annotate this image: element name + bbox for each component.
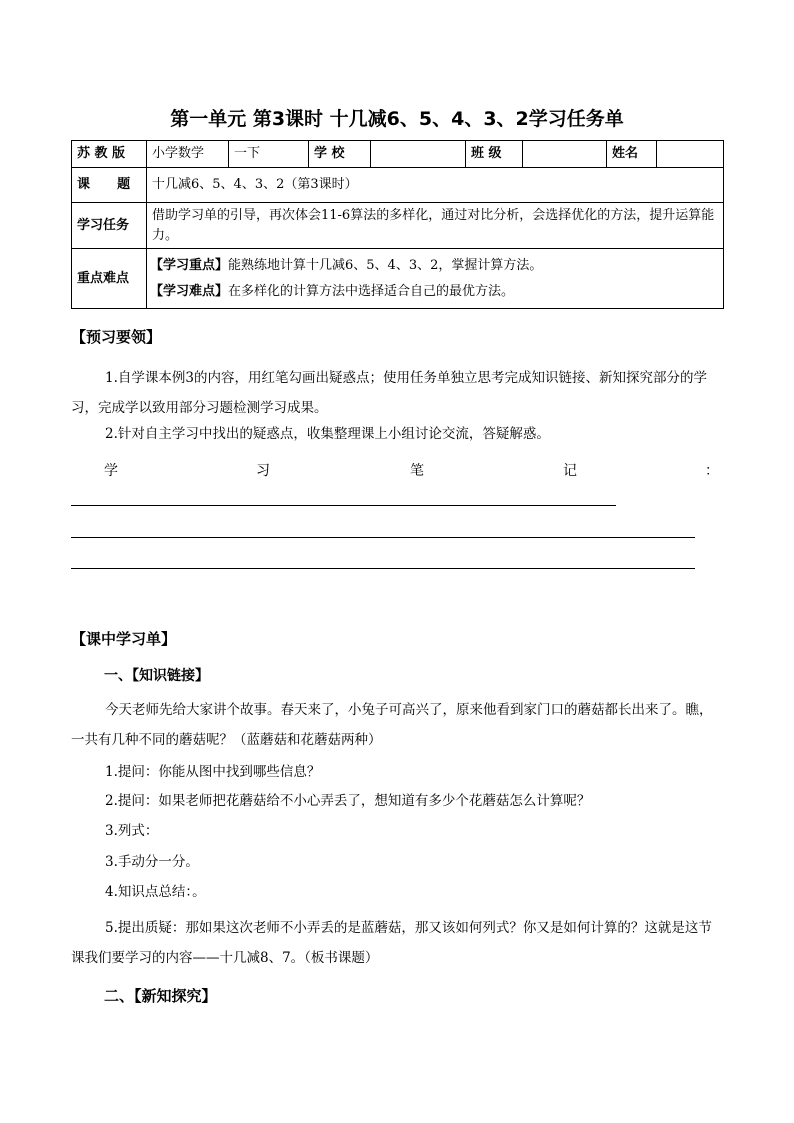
page-title: 第一单元 第3课时 十几减6、5、4、3、2学习任务单 bbox=[170, 108, 624, 130]
name-field[interactable] bbox=[657, 141, 724, 168]
diff-text: 在多样化的计算方法中选择适合自己的最优方法。 bbox=[228, 283, 515, 299]
key-text: 能熟练地计算十几减6、5、4、3、2，掌握计算方法。 bbox=[228, 257, 543, 273]
question-2: 2.提问：如果老师把花蘑菇给不小心弄丢了，想知道有多少个花蘑菇怎么计算呢？ bbox=[105, 793, 591, 809]
question-4: 4.知识点总结：。 bbox=[105, 884, 206, 900]
notes-line-1[interactable] bbox=[71, 505, 616, 506]
edition-label: 苏 教 版 bbox=[72, 141, 147, 168]
question-5: 5.提出质疑：那如果这次老师不小弄丢的是蓝蘑菇，那又该如何列式？你又是如何计算的？这就是这节课我们要学习的内容——十几减8、7。（板书课题） bbox=[71, 920, 712, 966]
question-1: 1.提问：你能从图中找到哪些信息？ bbox=[105, 764, 321, 780]
subject-value: 小学数学 bbox=[147, 141, 229, 168]
story-paragraph: 今天老师先给大家讲个故事。春天来了，小兔子可高兴了，原来他看到家门口的蘑菇都长出来了。瞧，一共有几种不同的蘑菇呢？（蓝蘑菇和花蘑菇两种） bbox=[71, 702, 713, 748]
preview-item-1: 1.自学课本例3的内容，用红笔勾画出疑惑点；使用任务单独立思考完成知识链接、新知探究部分的学习，完成学以致用部分习题检测学习成果。 bbox=[71, 370, 707, 416]
name-label: 姓名 bbox=[607, 141, 657, 168]
key-tag: 【学习重点】 bbox=[150, 257, 229, 273]
topic-label: 课 题 bbox=[72, 168, 147, 203]
diff-tag: 【学习难点】 bbox=[150, 283, 229, 299]
question-3b: 3.手动分一分。 bbox=[105, 854, 199, 870]
notes-line-2[interactable] bbox=[71, 537, 695, 538]
new-knowledge-heading: 二、【新知探究】 bbox=[104, 987, 217, 1005]
notes-line-3[interactable] bbox=[71, 568, 695, 569]
preview-item-2: 2.针对自主学习中找出的疑惑点，收集整理课上小组讨论交流，答疑解惑。 bbox=[105, 426, 550, 442]
task-label: 学习任务 bbox=[72, 203, 147, 249]
info-table bbox=[71, 140, 724, 309]
question-3: 3.列式： bbox=[105, 823, 159, 839]
preview-heading: 【预习要领】 bbox=[71, 328, 162, 346]
inclass-heading: 【课中学习单】 bbox=[71, 630, 177, 648]
school-label: 学 校 bbox=[309, 141, 371, 168]
class-field[interactable] bbox=[523, 141, 607, 168]
knowledge-link-heading: 一、【知识链接】 bbox=[104, 668, 209, 684]
grade-value: 一下 bbox=[229, 141, 309, 168]
school-field[interactable] bbox=[371, 141, 466, 168]
topic-value: 十几减6、5、4、3、2（第3课时） bbox=[147, 168, 724, 203]
keypoint-label: 重点难点 bbox=[72, 249, 147, 309]
task-value: 借助学习单的引导，再次体会11-6算法的多样化，通过对比分析，会选择优化的方法，提升运算能力。 bbox=[147, 203, 724, 249]
class-label: 班 级 bbox=[466, 141, 523, 168]
keypoint-cell bbox=[147, 249, 724, 309]
